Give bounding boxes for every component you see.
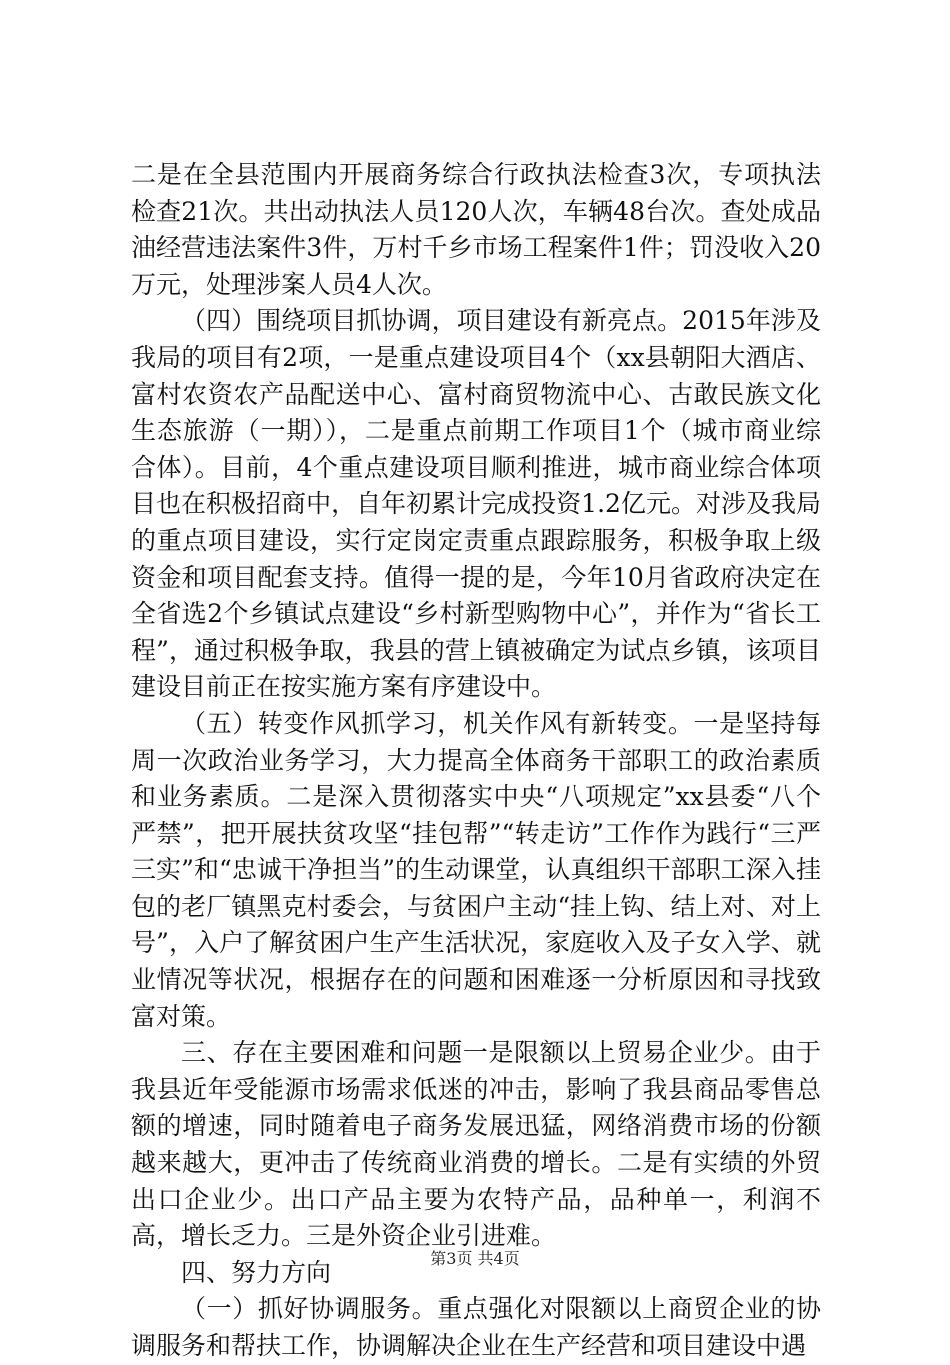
- paragraph-1: 二是在全县范围内开展商务综合行政执法检查3次，专项执法检查21次。共出动执法人员120人次，车辆48台次。查处成品油经营违法案件3件，万村千乡市场工程案件1件；罚没收入20万元，处理涉案人员4人次。: [131, 160, 821, 299]
- paragraph-2: （四）围绕项目抓协调，项目建设有新亮点。2015年涉及我局的项目有2项，一是重点建设项目4个（xx县朝阳大酒店、富村农资农产品配送中心、富村商贸物流中心、古敢民族文化生态旅游（一期）），二是重点前期工作项目1个（城市商业综合体）。目前，4个重点建设项目顺利推进，城市商业综合体项目也在积极招商中，自年初累计完成投资1.2亿元。对涉及我局的重点项目建设，实行定岗定责重点跟踪服务，积极争取上级资金和项目配套支持。值得一提的是，今年10月省政府决定在全省选2个乡镇试点建设“乡村新型购物中心”，并作为“省长工程”，通过积极争取，我县的营上镇被确定为试点乡镇，该项目建设目前正在按实施方案有序建设中。: [131, 306, 821, 702]
- document-body: [131, 157, 821, 1365]
- paragraph-6: （一）抓好协调服务。重点强化对限额以上商贸企业的协调服务和帮扶工作，协调解决企业在生产经营和项目建设中遇: [131, 1294, 821, 1360]
- paragraph-5: 四、努力方向: [181, 1257, 332, 1287]
- page-footer: 第3页 共4页: [430, 1249, 520, 1268]
- paragraph-3: （五）转变作风抓学习，机关作风有新转变。一是坚持每周一次政治业务学习，大力提高全体商务干部职工的政治素质和业务素质。二是深入贯彻落实中央“八项规定”xx县委“八个严禁”，把开展扶贫攻坚“挂包帮”“转走访”工作作为践行“三严三实”和“忠诚干净担当”的生动课堂，认真组织干部职工深入挂包的老厂镇黑克村委会，与贫困户主动“挂上钩、结上对、对上号”，入户了解贫困户生产生活状况，家庭收入及子女入学、就业情况等状况，根据存在的问题和困难逐一分析原因和寻找致富对策。: [131, 708, 821, 1031]
- paragraph-4: 三、存在主要困难和问题一是限额以上贸易企业少。由于我县近年受能源市场需求低迷的冲击，影响了我县商品零售总额的增速，同时随着电子商务发展迅猛，网络消费市场的份额越来越大，更冲击了传统商业消费的增长。二是有实绩的外贸出口企业少。出口产品主要为农特产品，品种单一，利润不高，增长乏力。三是外资企业引进难。: [131, 1038, 821, 1251]
